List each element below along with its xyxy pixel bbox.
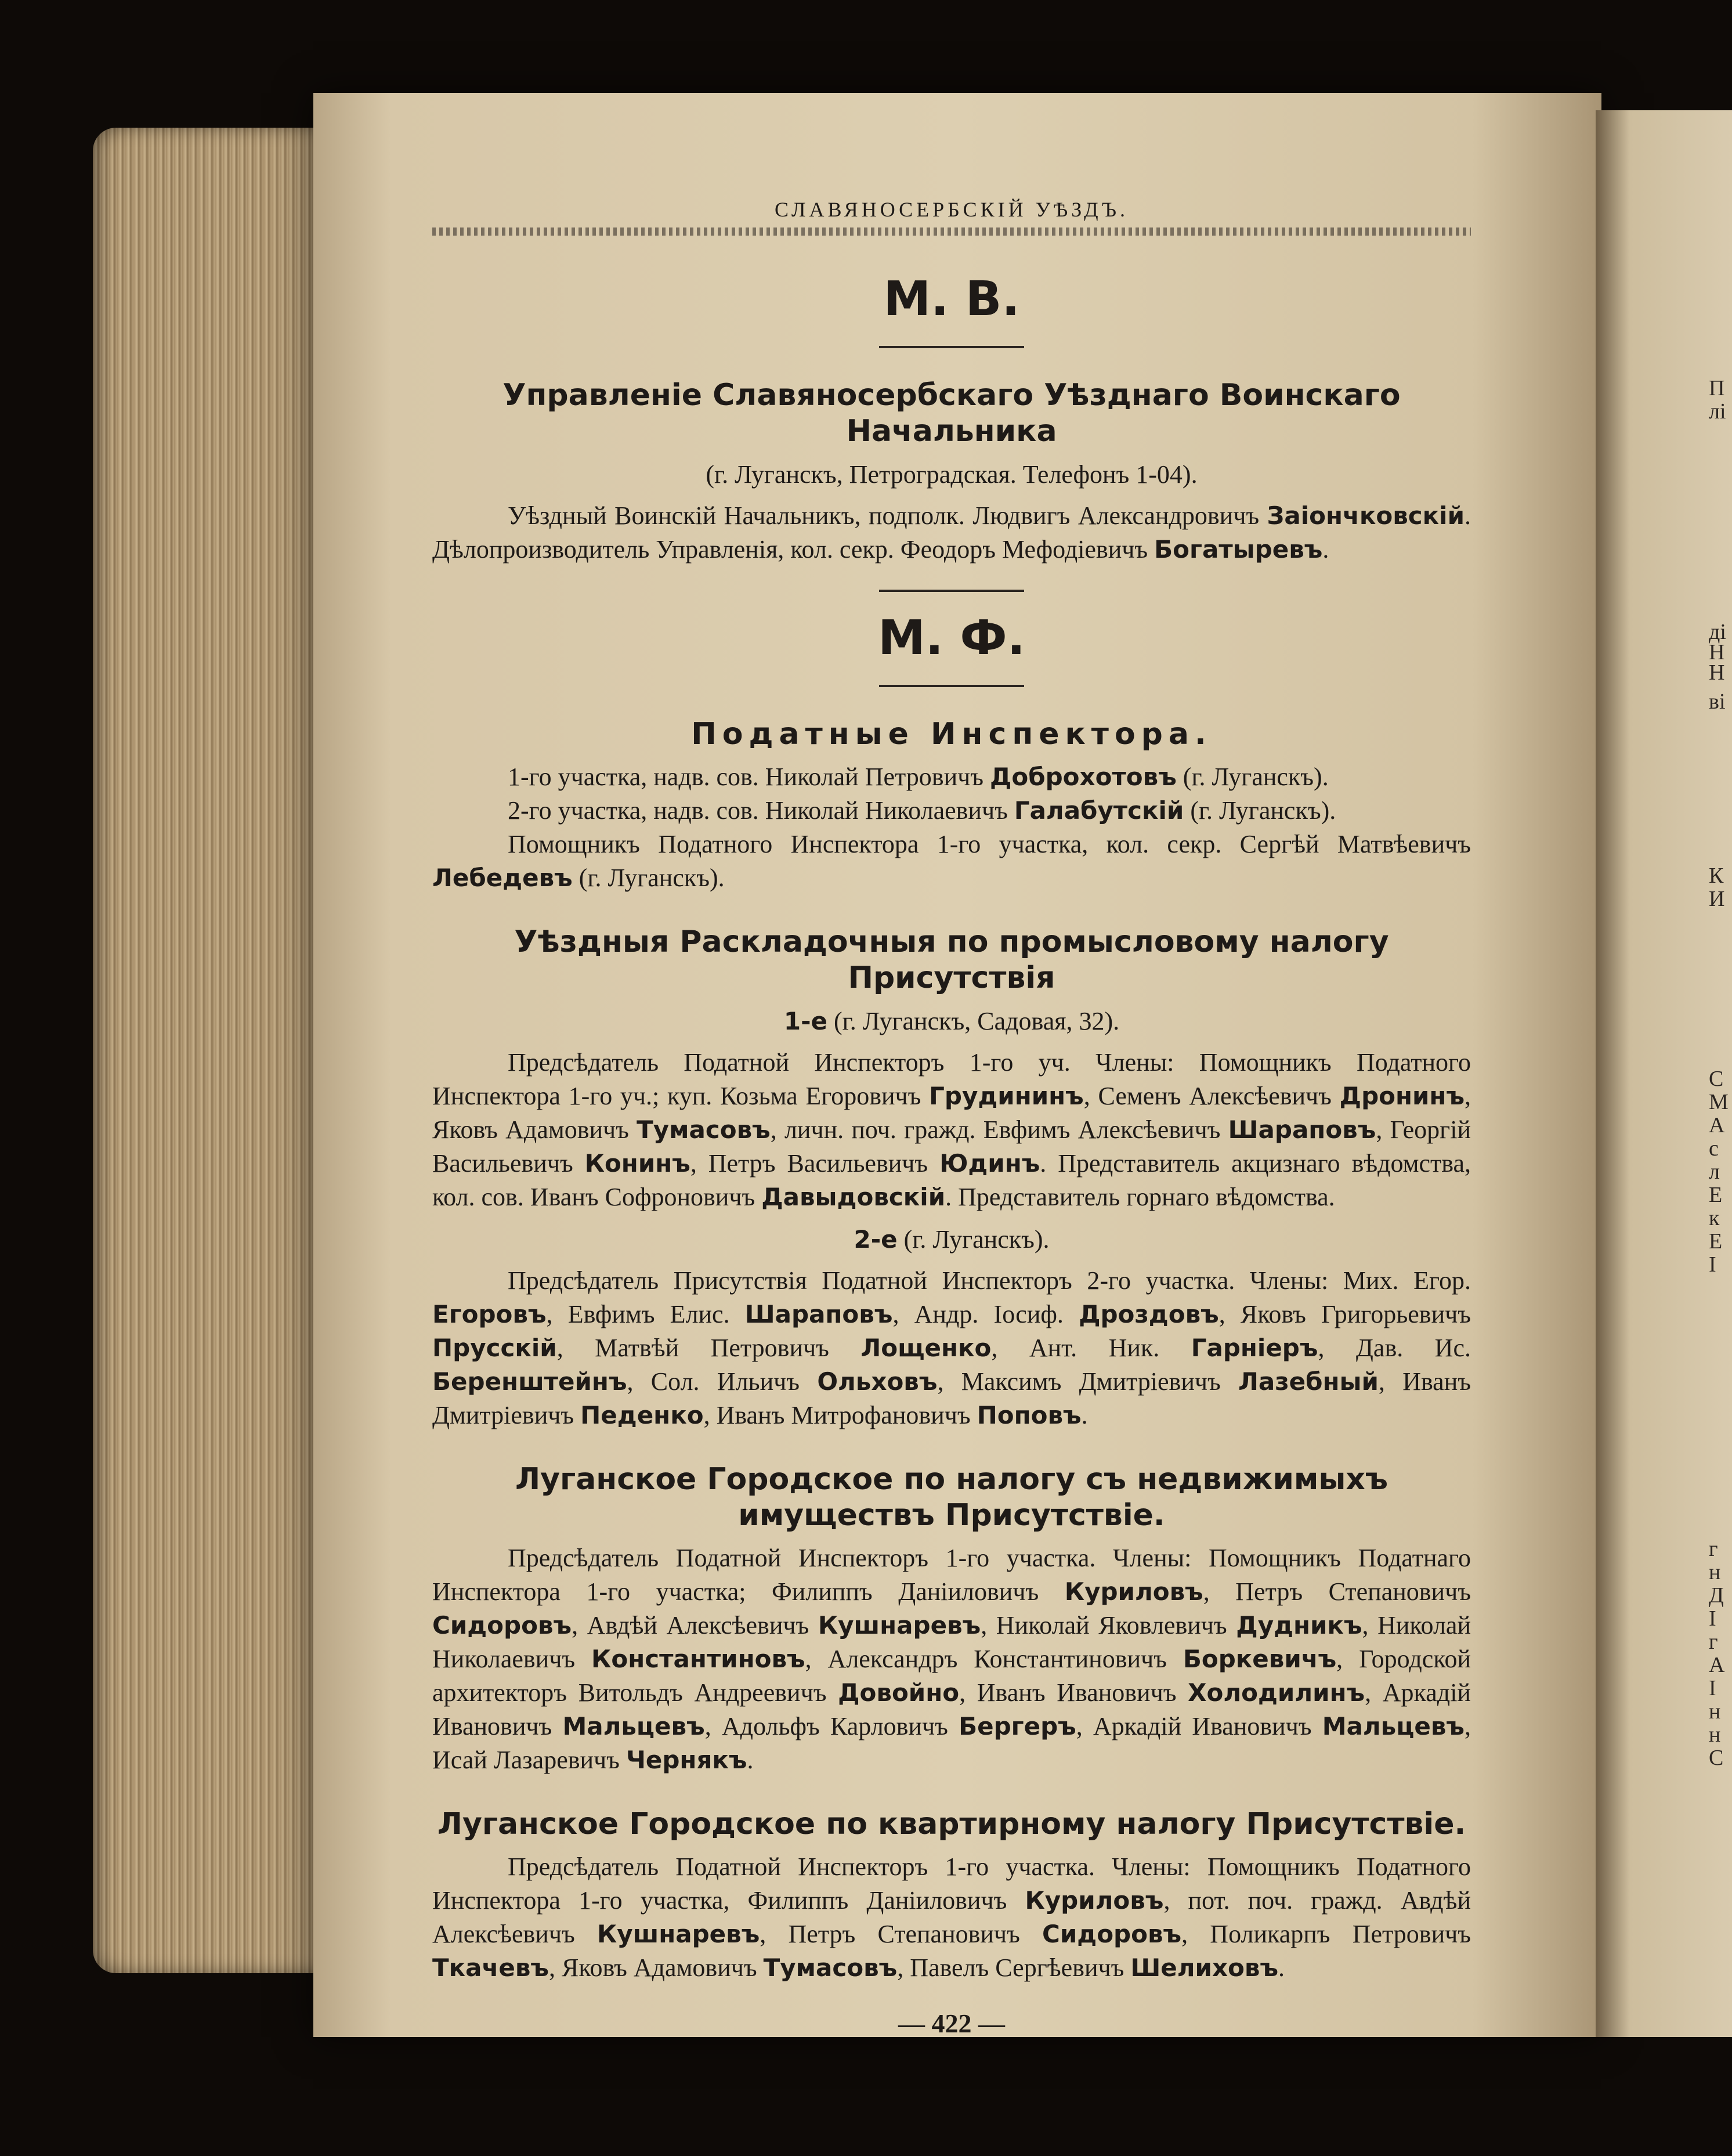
- right-page-letter: н: [1709, 1699, 1721, 1724]
- org-title-commissions: Уѣздныя Раскладочныя по промысловому налогу Присутствія: [514, 924, 1389, 995]
- right-page-letter: Е: [1709, 1183, 1723, 1207]
- page-content: [432, 197, 1471, 2039]
- text-run: (г. Луганскъ).: [572, 864, 725, 892]
- surname: Заіончковскій: [1267, 501, 1465, 530]
- surname: Чернякъ: [625, 1746, 747, 1774]
- text-run: .: [1278, 1953, 1285, 1982]
- text-run: (г. Луганскъ).: [1176, 763, 1329, 791]
- subheading-first: [432, 1005, 1471, 1038]
- text-run: , Петръ Степановичъ: [760, 1920, 1043, 1948]
- right-page-letter: л: [1709, 1160, 1720, 1184]
- text-run: , пот. поч. гражд. Авдѣй Алексѣевичъ: [432, 1886, 1471, 1948]
- section-title-mf: М. Ф.: [878, 611, 1025, 666]
- text-run: , Яковъ Григорьевичъ: [1218, 1300, 1471, 1328]
- subheading-number: 2-е: [854, 1225, 898, 1254]
- book-page-edges: [93, 128, 337, 1973]
- right-page-letter: Е: [1709, 1229, 1723, 1254]
- subheading-second: [432, 1223, 1471, 1256]
- text-run: Предсѣдатель Присутствія Податной Инспекторъ 2-го участка. Члены: Мих. Егор.: [508, 1266, 1471, 1295]
- surname: Куриловъ: [1025, 1886, 1164, 1915]
- subheading-text: (г. Луганскъ).: [897, 1225, 1050, 1254]
- right-page-letter: ді: [1709, 620, 1726, 644]
- surname: Гарніеръ: [1191, 1334, 1318, 1362]
- text-run: , Иванъ Ивановичъ: [959, 1678, 1188, 1707]
- surname: Кушнаревъ: [818, 1611, 981, 1639]
- text-run: , Семенъ Алексѣевичъ: [1083, 1082, 1340, 1110]
- header-rule: [432, 227, 1471, 236]
- surname: Мальцевъ: [562, 1712, 705, 1740]
- right-page-letter: с: [1709, 1136, 1719, 1161]
- text-run: , личн. поч. гражд. Евфимъ Алексѣевичъ: [770, 1115, 1228, 1144]
- right-page-letter: ві: [1709, 689, 1726, 714]
- right-page-letter: лі: [1709, 399, 1726, 424]
- surname: Доброхотовъ: [990, 763, 1177, 791]
- org-address: (г. Луганскъ, Петроградская. Телефонъ 1-04).: [706, 460, 1198, 489]
- right-page-letter: к: [1709, 1206, 1720, 1230]
- surname: Холодилинъ: [1188, 1678, 1365, 1707]
- surname: Прусскій: [432, 1334, 557, 1362]
- subheading-text: (г. Луганскъ, Садовая, 32).: [827, 1007, 1120, 1035]
- right-page-letter: І: [1709, 1252, 1716, 1277]
- text-run: .: [1322, 535, 1329, 564]
- text-run: , Яковъ Адамовичъ: [432, 1082, 1471, 1144]
- text-run: , Николай Николаевичъ: [432, 1611, 1471, 1673]
- surname: Дудникъ: [1236, 1611, 1362, 1639]
- right-page-letter: Д: [1709, 1583, 1724, 1608]
- paragraph: [432, 1046, 1471, 1214]
- text-run: , Аркадій Ивановичъ: [432, 1678, 1471, 1740]
- text-run: . Дѣлопроизводитель Управленія, кол. секр. Феодоръ Мефодіевичъ: [432, 501, 1471, 564]
- paragraph: [432, 760, 1471, 794]
- paragraph: [432, 828, 1471, 895]
- surname: Богатыревъ: [1154, 535, 1323, 564]
- subheading-number: 1-е: [783, 1007, 827, 1035]
- surname: Довойно: [838, 1678, 960, 1707]
- text-run: , Петръ Степановичъ: [1203, 1577, 1471, 1606]
- text-run: . Представитель акцизнаго вѣдомства, кол. сов. Иванъ Софроновичъ: [432, 1149, 1471, 1211]
- text-run: (г. Луганскъ).: [1184, 796, 1336, 825]
- surname: Шараповъ: [1228, 1115, 1376, 1144]
- text-run: Предсѣдатель Податной Инспекторъ 1-го уч. Члены: Помощникъ Податного Инспектора 1-го уч.; куп. Козьма Егоровичъ: [432, 1048, 1471, 1110]
- text-run: 2-го участка, надв. сов. Николай Николаевичъ: [508, 796, 1014, 825]
- surname: Лощенко: [860, 1334, 992, 1362]
- text-run: , Иванъ Митрофановичъ: [703, 1401, 977, 1429]
- right-page-letter: Н: [1709, 660, 1725, 685]
- right-page-letter: К: [1709, 864, 1724, 888]
- text-run: Уѣздный Воинскій Начальникъ, подполк. Людвигъ Александровичъ: [508, 501, 1267, 530]
- text-run: , Георгій Васильевичъ: [432, 1115, 1471, 1178]
- paragraph: [432, 499, 1471, 566]
- org-title-property-tax: Луганское Городское по налогу съ недвижимыхъ имуществъ Присутствіе.: [515, 1462, 1389, 1533]
- text-run: , Дав. Ис.: [1318, 1334, 1471, 1362]
- surname: Боркевичъ: [1183, 1645, 1337, 1673]
- right-page-letter: н: [1709, 1560, 1721, 1584]
- section-rule: [879, 685, 1024, 687]
- surname: Беренштейнъ: [432, 1367, 627, 1396]
- right-page-letter: А: [1709, 1653, 1725, 1677]
- section-rule: [879, 346, 1024, 348]
- running-head: СЛАВЯНОСЕРБСКІЙ УѢЗДЪ.: [774, 198, 1129, 221]
- surname: Галабутскій: [1014, 796, 1184, 825]
- surname: Юдинъ: [939, 1149, 1040, 1178]
- paragraph: [432, 794, 1471, 828]
- text-run: , Поликарпъ Петровичъ: [1181, 1920, 1471, 1948]
- section-title-mv: М. В.: [883, 272, 1020, 327]
- surname: Педенко: [580, 1401, 704, 1429]
- surname: Егоровъ: [432, 1300, 547, 1328]
- text-run: , Адольфъ Карловичъ: [704, 1712, 959, 1740]
- right-page-letter: н: [1709, 1722, 1721, 1747]
- surname: Грудининъ: [929, 1082, 1084, 1110]
- text-run: , Матвѣй Петровичъ: [556, 1334, 861, 1362]
- surname: Лебедевъ: [432, 864, 573, 892]
- text-run: . Представитель горнаго вѣдомства.: [945, 1183, 1335, 1211]
- right-page-letter: С: [1709, 1746, 1724, 1770]
- text-run: , Сол. Ильичъ: [627, 1367, 818, 1396]
- paragraph: [432, 1850, 1471, 1985]
- surname: Лазебный: [1238, 1367, 1379, 1396]
- org-title-housing-tax: Луганское Городское по квартирному налогу Присутствіе.: [437, 1807, 1466, 1841]
- right-page-letter: І: [1709, 1676, 1716, 1700]
- text-run: 1-го участка, надв. сов. Николай Петровичъ: [508, 763, 990, 791]
- surname: Тумасовъ: [763, 1953, 898, 1982]
- org-title-tax-inspectors: Податные Инспектора.: [691, 717, 1212, 752]
- surname: Дроздовъ: [1079, 1300, 1219, 1328]
- text-run: , Городской архитекторъ Витольдъ Андреевичъ: [432, 1645, 1471, 1707]
- surname: Константиновъ: [591, 1645, 805, 1673]
- right-page-letter: І: [1709, 1606, 1716, 1631]
- right-page-letter: А: [1709, 1113, 1725, 1137]
- text-run: , Яковъ Адамовичъ: [548, 1953, 764, 1982]
- surname: Кушнаревъ: [596, 1920, 760, 1948]
- text-run: Предсѣдатель Податной Инспекторъ 1-го участка. Члены: Помощникъ Податнаго Инспектора 1-го участка; Филиппъ Даніиловичъ: [432, 1544, 1471, 1606]
- text-run: , Максимъ Дмитріевичъ: [937, 1367, 1239, 1396]
- text-run: , Исай Лазаревичъ: [432, 1712, 1471, 1774]
- surname: Сидоровъ: [432, 1611, 572, 1639]
- surname: Тумасовъ: [637, 1115, 771, 1144]
- text-run: , Евфимъ Елис.: [546, 1300, 745, 1328]
- text-run: .: [747, 1746, 754, 1774]
- right-page-letter: И: [1709, 887, 1725, 911]
- text-run: , Петръ Васильевичъ: [690, 1149, 940, 1178]
- page-number: — 422 —: [898, 2009, 1005, 2038]
- right-page-letter: г: [1709, 1630, 1718, 1654]
- surname: Дронинъ: [1339, 1082, 1465, 1110]
- right-page-letter: г: [1709, 1537, 1718, 1561]
- surname: Конинъ: [584, 1149, 690, 1178]
- text-run: , Иванъ Дмитріевичъ: [432, 1367, 1471, 1429]
- right-page-letter: С: [1709, 1067, 1724, 1091]
- surname: Куриловъ: [1064, 1577, 1203, 1606]
- surname: Мальцевъ: [1322, 1712, 1465, 1740]
- text-run: , Александръ Константиновичъ: [805, 1645, 1183, 1673]
- text-run: , Аркадій Ивановичъ: [1076, 1712, 1322, 1740]
- right-page-fragment: [1596, 110, 1732, 2037]
- surname: Поповъ: [977, 1401, 1082, 1429]
- text-run: , Авдѣй Алексѣевичъ: [572, 1611, 818, 1639]
- right-page-letter: Н: [1709, 640, 1725, 665]
- section-rule: [879, 590, 1024, 592]
- text-run: Предсѣдатель Податной Инспекторъ 1-го участка. Члены: Помощникъ Податного Инспектора 1-го участка, Филиппъ Даніиловичъ: [432, 1852, 1471, 1915]
- surname: Шелиховъ: [1130, 1953, 1279, 1982]
- org-title-military: Управленіе Славяносербскаго Уѣзднаго Воинскаго Начальника: [502, 378, 1401, 449]
- text-run: , Павелъ Сергѣевичъ: [897, 1953, 1131, 1982]
- text-run: , Андр. Іосиф.: [892, 1300, 1079, 1328]
- surname: Давыдовскій: [761, 1183, 946, 1211]
- right-page-letter: П: [1709, 376, 1725, 400]
- surname: Сидоровъ: [1042, 1920, 1182, 1948]
- surname: Бергеръ: [959, 1712, 1076, 1740]
- surname: Ольховъ: [817, 1367, 938, 1396]
- paragraph: [432, 1264, 1471, 1432]
- text-run: , Ант. Ник.: [991, 1334, 1191, 1362]
- surname: Ткачевъ: [432, 1953, 549, 1982]
- text-run: .: [1081, 1401, 1088, 1429]
- right-page-letter: М: [1709, 1090, 1729, 1114]
- paragraph: [432, 1541, 1471, 1777]
- text-run: , Николай Яковлевичъ: [981, 1611, 1236, 1639]
- surname: Шараповъ: [744, 1300, 893, 1328]
- text-run: Помощникъ Податного Инспектора 1-го участка, кол. секр. Сергѣй Матвѣевичъ: [508, 830, 1471, 858]
